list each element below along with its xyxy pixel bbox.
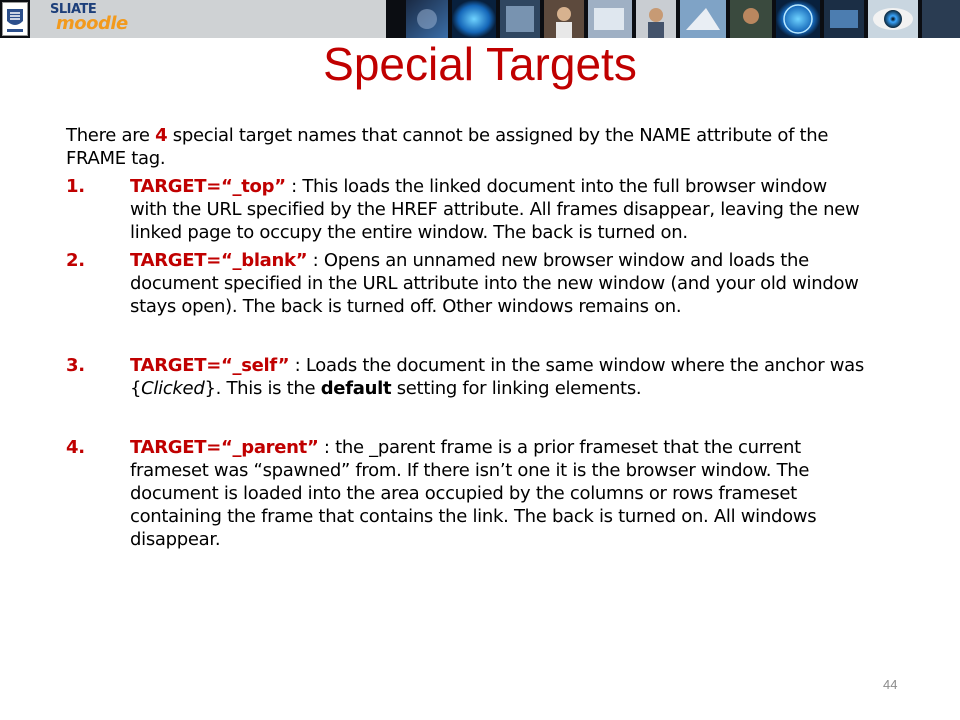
list-item-top: [66, 175, 866, 244]
page-number: 44: [883, 677, 898, 692]
institution-crest-logo: [2, 2, 28, 36]
list-item-target: TARGET=“_parent”: [130, 437, 319, 458]
list-item-target: TARGET=“_blank”: [130, 250, 308, 271]
list-item-blank: [66, 249, 866, 318]
brand-panel: [30, 0, 386, 38]
list-item-description: }. This is the: [204, 378, 321, 399]
brand-product-logo: moodle: [56, 13, 128, 34]
brand-name-logo: SLIATE: [50, 2, 97, 17]
intro-paragraph: [66, 124, 866, 170]
list-item-description: setting for linking elements.: [391, 378, 642, 399]
list-item-description: : Loads the document in the same window where the anchor was {: [130, 355, 864, 399]
header-banner: [0, 0, 960, 38]
banner-photo-strip: [386, 0, 960, 38]
intro-text-start: There are: [66, 125, 156, 146]
intro-text-end: special target names that cannot be assigned by the NAME attribute of the FRAME tag.: [66, 125, 829, 169]
list-item-description: : Opens an unnamed new browser window and loads the document specified in the URL attribute into the new window (and your old window stays open). The back is turned off. Other windows remains on.: [130, 250, 859, 317]
intro-count: 4: [155, 125, 168, 146]
list-item-self: [66, 354, 866, 400]
list-item-number: 4.: [66, 437, 85, 458]
list-item-bold-text: default: [320, 378, 392, 399]
list-item-parent: [66, 436, 866, 551]
list-item-number: 1.: [66, 176, 85, 197]
list-item-description: : the _parent frame is a prior frameset that the current frameset was “spawned” from. If there isn’t one it is the browser window. The document is loaded into the area occupied by the columns or rows frameset containing the frame that contains the link. The back is turned on. All windows disappear.: [130, 437, 817, 550]
slide-body: [66, 124, 866, 551]
list-item-target: TARGET=“_top”: [130, 176, 286, 197]
list-item-italic-text: Clicked: [141, 378, 205, 399]
list-item-target: TARGET=“_self”: [130, 355, 290, 376]
list-item-number: 2.: [66, 250, 85, 271]
slide-title: Special Targets: [323, 38, 637, 90]
list-item-description: : This loads the linked document into the full browser window with the URL specified by the HREF attribute. All frames disappear, leaving the new linked page to occupy the entire window. The back is turned on.: [130, 176, 860, 243]
list-item-number: 3.: [66, 355, 85, 376]
